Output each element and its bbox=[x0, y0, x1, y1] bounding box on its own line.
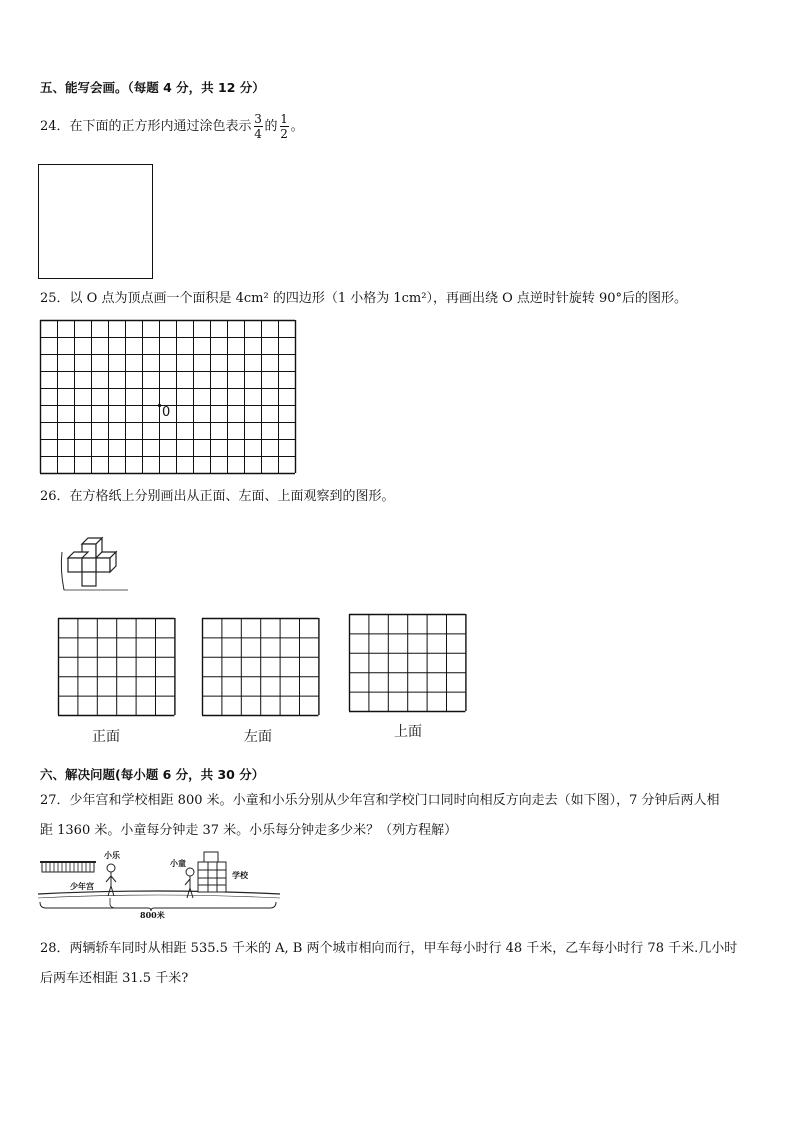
label-school: 学校 bbox=[232, 870, 248, 880]
question-24-text bbox=[40, 112, 304, 141]
label-top-view: 上面 bbox=[394, 724, 422, 740]
question-28-line-2: 后两车还相距 31.5 千米? bbox=[40, 971, 189, 986]
label-youth-palace: 少年宫 bbox=[70, 881, 94, 891]
fraction-denominator: 4 bbox=[254, 127, 262, 141]
fraction-one-half bbox=[280, 112, 289, 141]
point-o-dot bbox=[158, 404, 161, 407]
question-25-text: 25．以 O 点为顶点画一个面积是 4cm² 的四边形（1 小格为 1cm²），再画出绕 O 点逆时针旋转 90°后的图形。 bbox=[40, 291, 688, 306]
cube-stack-figure bbox=[58, 532, 138, 594]
question-26-text: 26．在方格纸上分别画出从正面、左面、上面观察到的图形。 bbox=[40, 489, 395, 504]
section-5-title: 五、能写会画。（每题 4 分，共 12 分） bbox=[40, 80, 265, 95]
section-6-title: 六、解决问题(每小题 6 分，共 30 分） bbox=[40, 767, 265, 782]
question-27-line-2: 距 1360 米。小童每分钟走 37 米。小乐每分钟走多少米？（列方程解） bbox=[40, 823, 458, 838]
grid-paper-front-view[interactable] bbox=[58, 618, 175, 718]
label-distance: 800米 bbox=[140, 910, 165, 920]
fraction-denominator: 2 bbox=[280, 127, 288, 141]
label-xiaotong: 小童 bbox=[170, 858, 186, 868]
grid-paper-q25[interactable] bbox=[40, 320, 298, 474]
q24-prefix: 24．在下面的正方形内通过涂色表示 bbox=[40, 119, 252, 134]
fraction-numerator: 1 bbox=[280, 112, 288, 126]
point-o-label: 0 bbox=[162, 405, 171, 420]
grid-paper-left-view[interactable] bbox=[202, 618, 319, 718]
label-xiaole: 小乐 bbox=[104, 850, 120, 860]
q24-mid: 的 bbox=[264, 119, 278, 134]
fraction-numerator: 3 bbox=[254, 112, 262, 126]
fraction-three-quarters bbox=[254, 112, 263, 141]
grid-paper-top-view[interactable] bbox=[349, 614, 466, 714]
label-left-view: 左面 bbox=[244, 729, 272, 745]
q24-suffix: 。 bbox=[290, 119, 304, 134]
question-28-line-1: 28．两辆轿车同时从相距 535.5 千米的 A, B 两个城市相向而行，甲车每小时行 48 千米，乙车每小时行 78 千米.几小时 bbox=[40, 941, 738, 956]
drawing-square[interactable] bbox=[38, 164, 153, 279]
question-27-line-1: 27．少年宫和学校相距 800 米。小童和小乐分别从少年宫和学校门口同时向相反方向走去（如下图），7 分钟后两人相 bbox=[40, 793, 720, 808]
walking-diagram bbox=[36, 848, 280, 924]
label-front-view: 正面 bbox=[92, 729, 120, 745]
